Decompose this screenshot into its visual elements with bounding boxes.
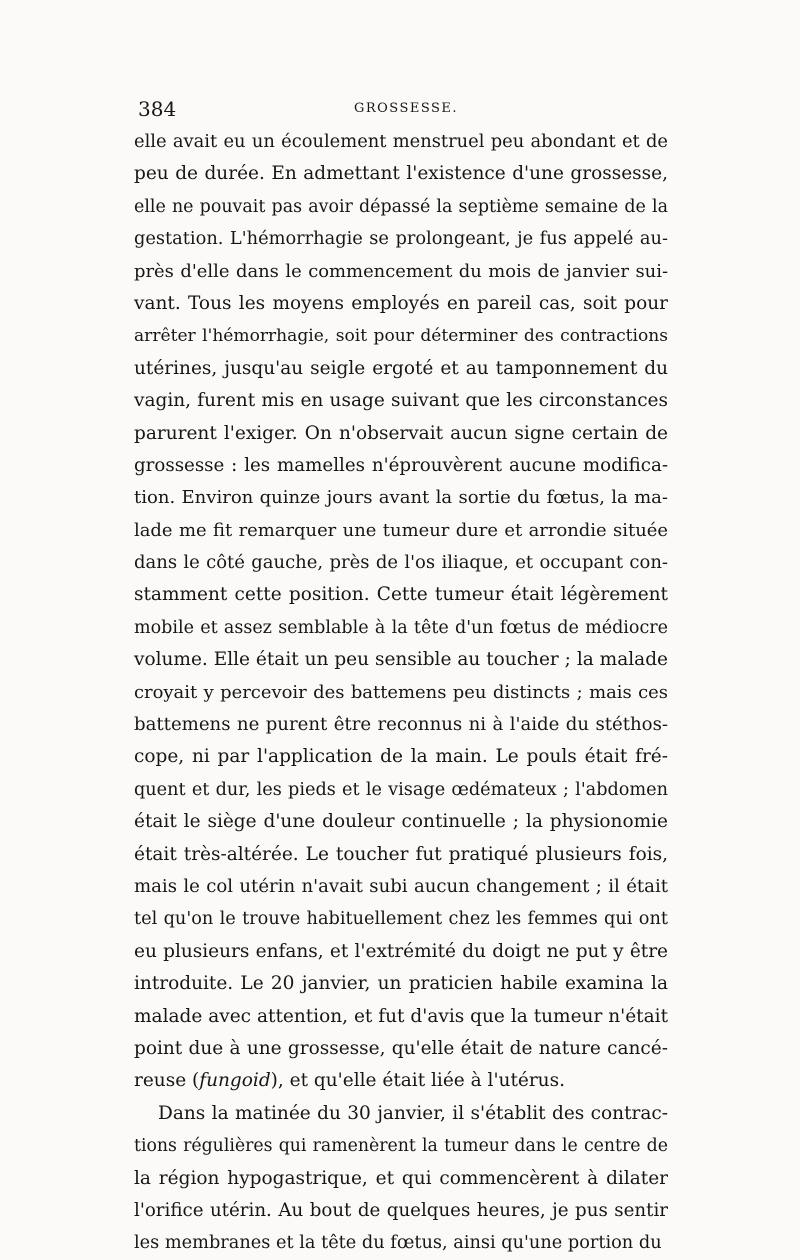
text-line: malade avec attention, et fut d'avis que la tumeur n'était <box>134 1005 668 1027</box>
page-header <box>138 94 668 124</box>
text-line: arrêter l'hémorrhagie, soit pour déterminer des contractions <box>134 326 668 347</box>
text-line: utérines, jusqu'au seigle ergoté et au tamponnement du <box>134 357 668 379</box>
body-text <box>134 126 668 1260</box>
text-fragment: ), et qu'elle était liée à l'utérus. <box>270 1070 565 1092</box>
text-line: mobile et assez semblable à la tête d'un fœtus de médiocre <box>134 617 668 638</box>
text-line: parurent l'exiger. On n'observait aucun signe certain de <box>134 422 668 444</box>
text-line: cope, ni par l'application de la main. Le pouls était fré- <box>134 746 668 768</box>
text-line: volume. Elle était un peu sensible au toucher ; la malade <box>134 649 668 671</box>
text-line: stamment cette position. Cette tumeur était légèrement <box>134 584 668 606</box>
text-line: tion. Environ quinze jours avant la sortie du fœtus, la ma- <box>134 487 668 509</box>
text-line: vant. Tous les moyens employés en pareil cas, soit pour <box>134 292 668 314</box>
text-line: croyait y percevoir des battemens peu distincts ; mais ces <box>134 681 668 703</box>
text-line: tel qu'on le trouve habituellement chez les femmes qui ont <box>134 909 668 930</box>
text-line: Dans la matinée du 30 janvier, il s'établit des contrac- <box>158 1102 668 1124</box>
text-line: eu plusieurs enfans, et l'extrémité du doigt ne put y être <box>134 940 668 962</box>
text-line: peu de durée. En admettant l'existence d'une grossesse, <box>134 163 668 185</box>
text-line: elle ne pouvait pas avoir dépassé la septième semaine de la <box>134 196 668 217</box>
text-line: gestation. L'hémorrhagie se prolongeant, je fus appelé au- <box>134 228 668 250</box>
text-line <box>134 1065 668 1097</box>
text-line: battemens ne purent être reconnus ni à l'aide du stéthos- <box>134 714 668 736</box>
text-line: vagin, furent mis en usage suivant que les circonstances <box>134 390 668 412</box>
text-line: était très-altérée. Le toucher fut pratiqué plusieurs fois, <box>134 843 668 865</box>
text-line: tions régulières qui ramenèrent la tumeur dans le centre de <box>134 1136 668 1157</box>
page-number: 384 <box>138 97 177 121</box>
text-line: les membranes et la tête du fœtus, ainsi qu'une portion du <box>134 1233 662 1254</box>
text-line: lade me fit remarquer une tumeur dure et arrondie située <box>134 519 668 541</box>
text-line: point due à une grossesse, qu'elle était de nature cancé- <box>134 1037 668 1059</box>
text-line: grossesse : les mamelles n'éprouvèrent aucune modifica- <box>134 454 668 476</box>
text-line: dans le côté gauche, près de l'os iliaque, et occupant con- <box>134 552 668 574</box>
text-line: la région hypogastrique, et qui commencèrent à dilater <box>134 1167 668 1189</box>
running-head: GROSSESSE. <box>353 101 459 116</box>
text-fragment: reuse ( <box>134 1070 200 1092</box>
text-line: près d'elle dans le commencement du mois de janvier sui- <box>134 260 668 282</box>
text-line: était le siège d'une douleur continuelle ; la physionomie <box>134 811 668 833</box>
text-line: elle avait eu un écoulement menstruel peu abondant et de <box>134 131 668 152</box>
text-line: quent et dur, les pieds et le visage œdémateux ; l'abdomen <box>134 779 668 800</box>
text-line: l'orifice utérin. Au bout de quelques heures, je pus sentir <box>134 1199 668 1221</box>
text-line: introduite. Le 20 janvier, un praticien habile examina la <box>134 973 668 995</box>
text-line: mais le col utérin n'avait subi aucun changement ; il était <box>134 875 668 897</box>
italic-term: fungoid <box>199 1070 271 1092</box>
